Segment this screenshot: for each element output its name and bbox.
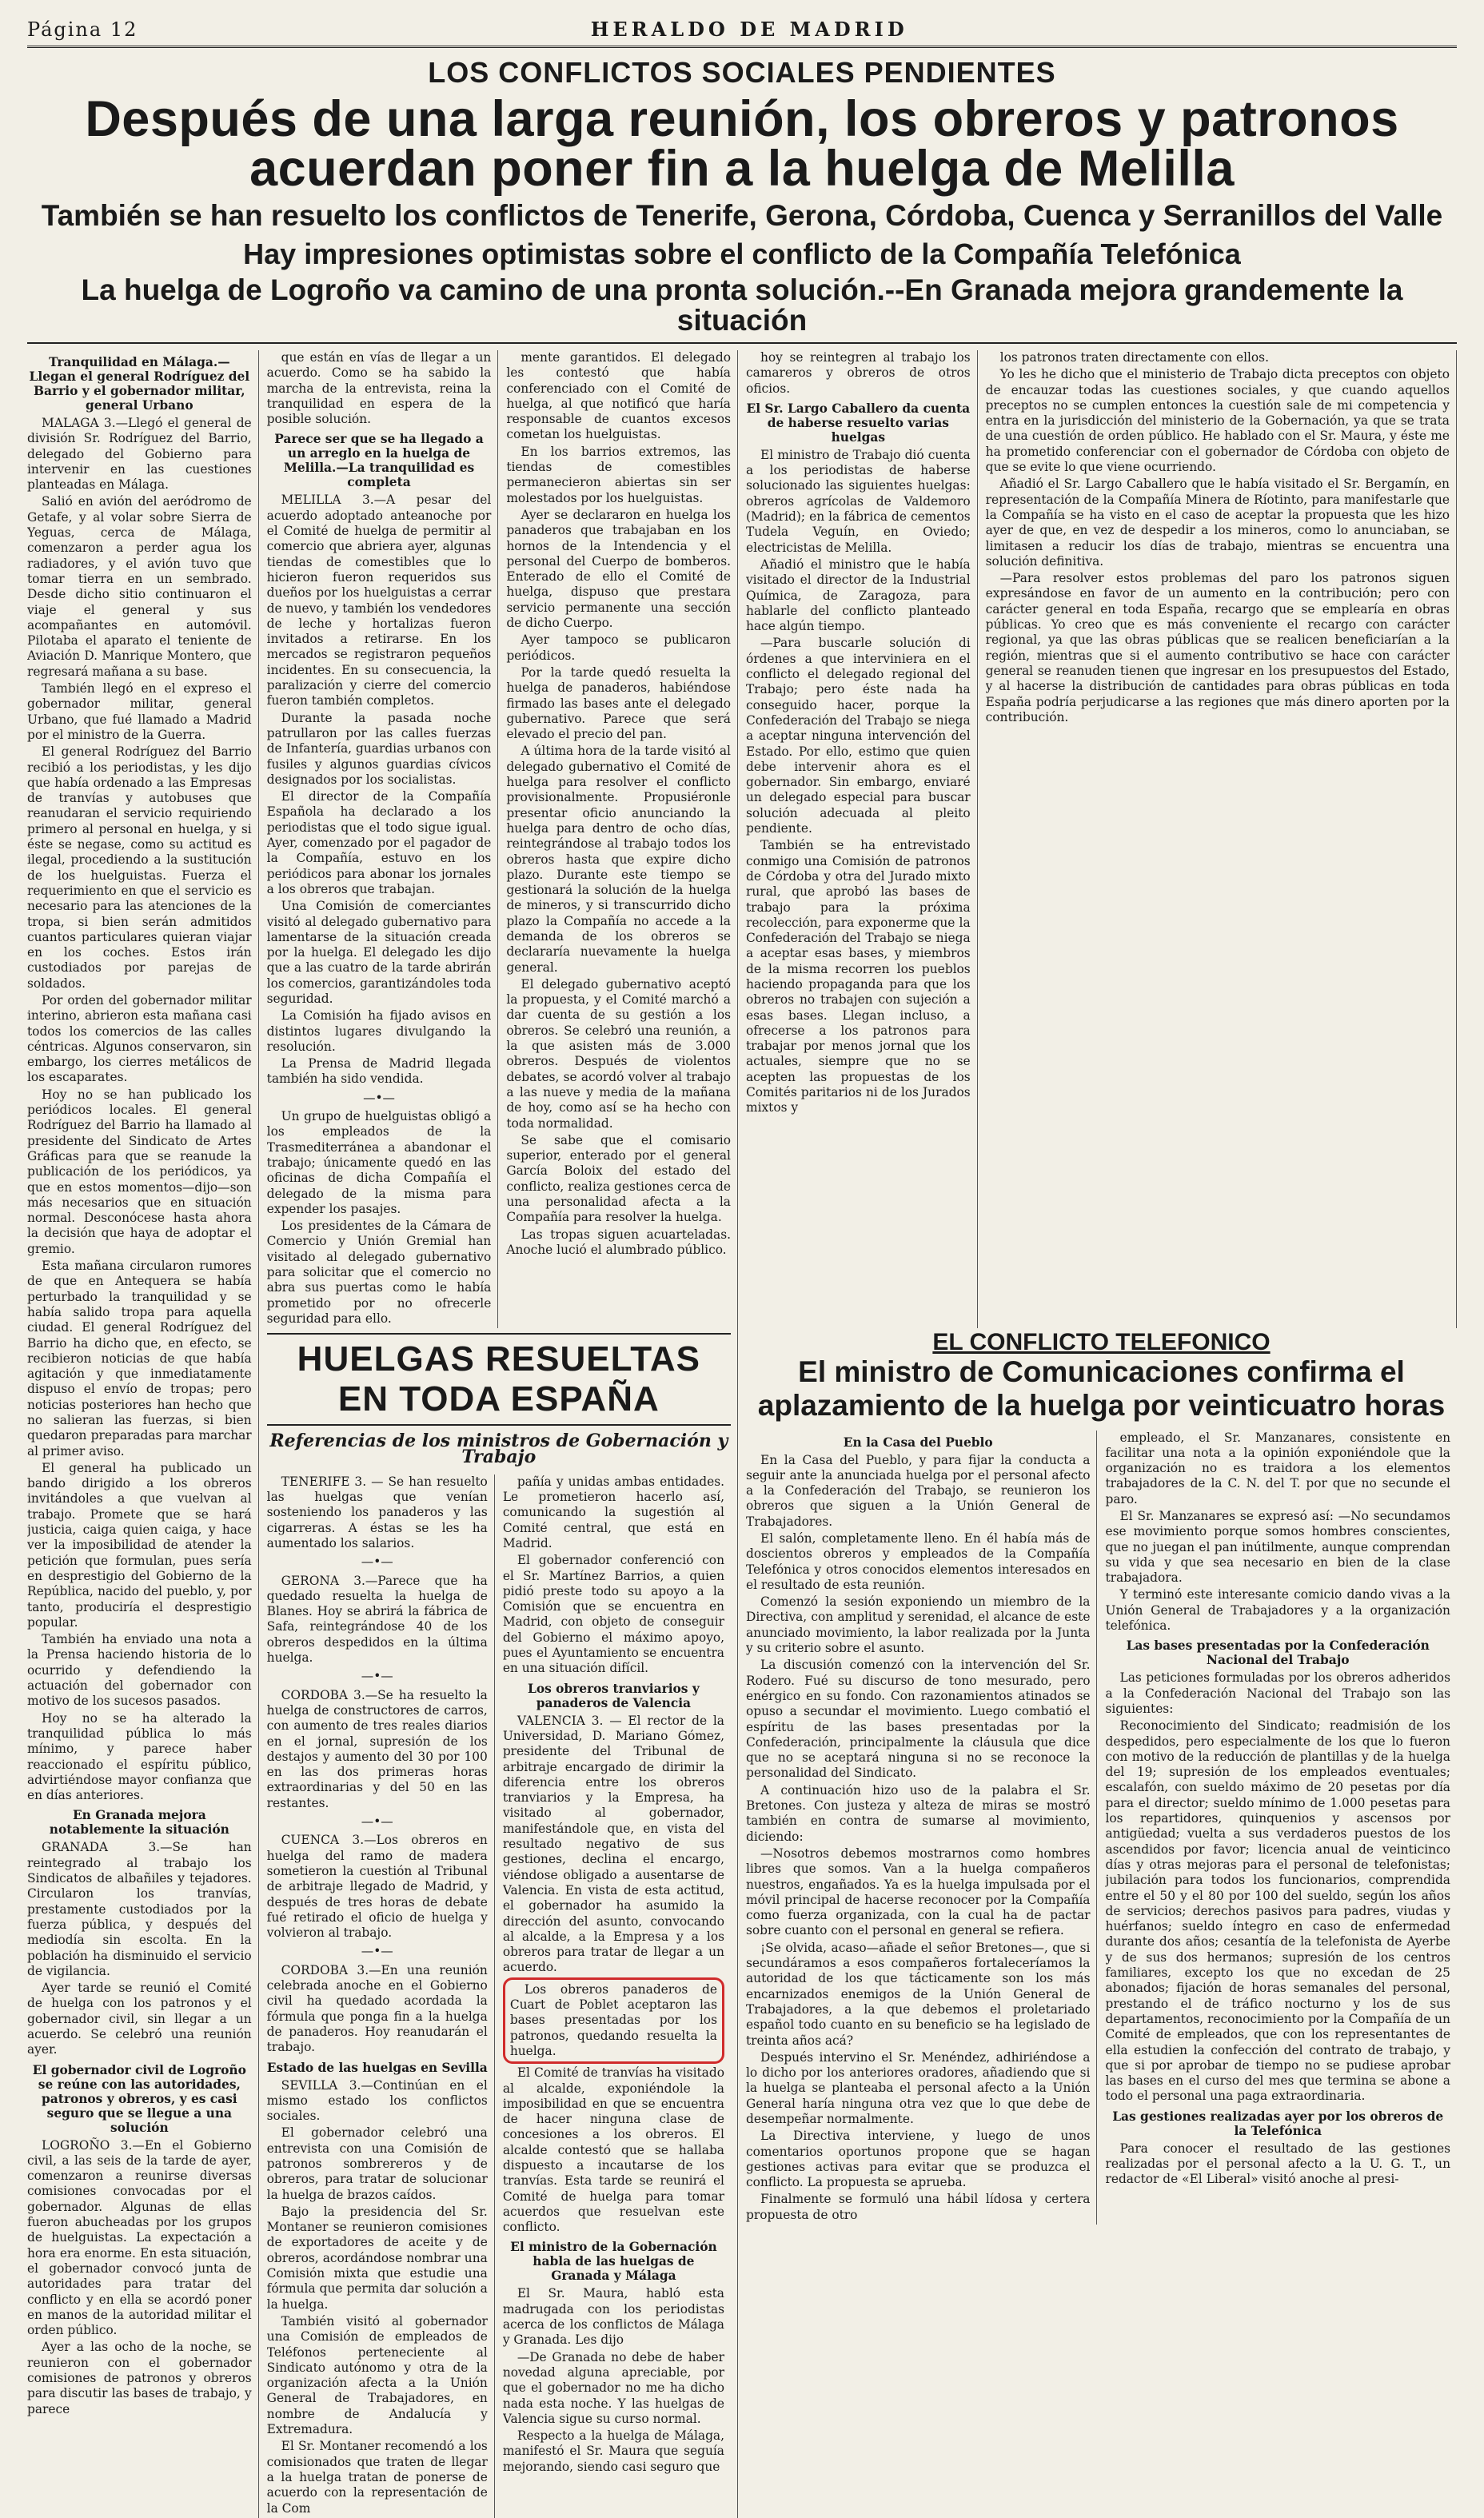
paragraph: A continuación hizo uso de la palabra el Sr. Bretones. Con justeza y alteza de miras se mostró también en contra de sumarse al movimiento, diciendo:	[745, 1782, 1091, 1844]
paragraph: Finalmente se formuló una hábil lídosa y certera propuesta de otro	[745, 2192, 1091, 2222]
paragraph: El Sr. Maura, habló esta madrugada con los periodistas acerca de los conflictos de Málaga y Granada. Les dijo	[502, 2286, 724, 2348]
paragraph: SEVILLA 3.—Continúan en el mismo estado los conflictos sociales.	[266, 2077, 488, 2124]
telefonico-header: EL CONFLICTO TELEFONICO	[932, 1329, 1271, 1356]
paragraph: Hoy no se han publicado los periódicos locales. El general Rodríguez del Barrio ha llamado al presidente del Sindicato de Artes Gráficas para que se reanude la publicación de los periódicos, ya que en estos momentos—dijo—son más necesarios que en situación normal. Desconócese hasta ahora la decisión que haya de adoptar el gremio.	[27, 1087, 252, 1256]
paragraph: —Para resolver estos problemas del paro los patronos siguen expresándose en favor de un aumento en la contribución; pero con carácter general en toda España, recargo que se emplearía en obras públicas. Yo creo que es más conveniente el recargo con carácter regional, ya que las obras públicas que se realicen beneficiarían a la región, mientras que si el aumento contributivo se hace con carácter general se reanuden tienen que ingresar en los presupuestos del Estado, y al hacerse la distribución de cantidades para obras públicas en toda España podría perjudicarse a las regiones que más dinero aporten por la contribución.	[985, 571, 1450, 724]
paragraph: Salió en avión del aeródromo de Getafe, y al volar sobre Sierra de Yeguas, cerca de Málaga, comenzaron a perder agua los radiadores, y el avión tuvo que tomar tierra en un sembrado. Desde dicho sitio continuaron el viaje el general y sus acompañantes en automóvil. Pilotaba el aparato el teniente de Aviación D. Manrique Montero, que regresará mañana a su base.	[27, 494, 252, 679]
subhead-largo-caballero: El Sr. Largo Caballero da cuenta de haberse resuelto varias huelgas	[746, 401, 971, 445]
paragraph: Y terminó este interesante comicio dando vivas a la Unión General de Trabajadores y a la organización telefónica.	[1105, 1587, 1450, 1634]
paragraph: Las peticiones formuladas por los obreros adheridos a la Confederación Nacional del Trabajo son las siguientes:	[1105, 1670, 1450, 1716]
paragraph: La Comisión ha fijado avisos en distintos lugares divulgando la resolución.	[266, 1008, 492, 1054]
newspaper-name: HERALDO DE MADRID	[590, 18, 908, 41]
paragraph: El Sr. Manzanares se expresó así: —No secundamos ese movimiento porque somos hombres conscientes, que no juegan el pan inútilmente, aunque comprendan su vida y que sea necesario en bien de la clase trabajadora.	[1105, 1509, 1450, 1586]
telefonico-column-b	[1105, 1431, 1457, 2225]
paragraph: El Comité de tranvías ha visitado al alcalde, exponiéndole la imposibilidad en que se encuentra de hacer ninguna clase de concesiones a los obreros. El alcalde contestó que se hallaba dispuesto a incautarse de los tranvías. Esta tarde se reunirá el Comité de huelga para tomar acuerdos que resuelvan este conflicto.	[502, 2065, 724, 2235]
section-title: LOS CONFLICTOS SOCIALES PENDIENTES	[428, 56, 1056, 89]
paragraph: El gobernador conferenció con el Sr. Martínez Barrios, a quien pidió preste todo su apoyo a la Comisión que se encuentra en Madrid, con objeto de conseguir del Gobierno el máximo apoyo, pues el Ayuntamiento se encuentra en una situación difícil.	[502, 1553, 724, 1676]
paragraph: mente garantidos. El delegado les contestó que había conferenciado con el Comité de huelga, al que notificó que haría responsable de cuantos excesos cometan los huelguistas.	[506, 350, 731, 442]
subhead-telefonica: Hay impresiones optimistas sobre el conflicto de la Compañía Telefónica	[243, 237, 1241, 270]
paragraph: ¡Se olvida, acaso—añade el señor Bretones—, que si secundáramos a esos compañeros fortaleceríamos la autoridad de los que tácticamente son los más encarnizados enemigos de la Unión General de Trabajadores, a la que debemos el proletariado español todo cuanto en su beneficio se ha legislado de treinta años acá?	[745, 1940, 1091, 2048]
paragraph: La Prensa de Madrid llegada también ha sido vendida.	[266, 1056, 492, 1087]
paragraph: Bajo la presidencia del Sr. Montaner se reunieron comisiones de exportadores de aceite y de obreros, acordándose nombrar una Comisión mixta que estudie una fórmula que permita dar solución a la huelga.	[266, 2204, 488, 2312]
dingbat-divider: —•—	[361, 1554, 393, 1570]
paragraph: El director de la Compañía Española ha declarado a los periodistas que el todo sigue igual. Ayer, comenzado por el pagador de la Compañía, estuvo en los periódicos para abonar los jornales a los obreros que trabajan.	[266, 789, 492, 896]
paragraph: —Nosotros debemos mostrarnos como hombres libres que somos. Van a la huelga compañeros nuestros, engañados. Ya es la huelga impulsada por el móvil principal de hacerse reconocer por la Compañía como fuerza organizada, con la cual ha de pactar sobre cuanto con el personal en general se refiera.	[745, 1846, 1091, 1938]
paragraph: Añadió el Sr. Largo Caballero que le había visitado el Sr. Bergamín, en representación de la Compañía Minera de Ríotinto, para manifestarle que la Compañía se ha visto en el caso de aceptar la propuesta que les hizo ayer de que, en vez de despedir a los mineros, como lo anunciaban, se limitasen a reducir los días de trabajo, mientras se encuentra una solución definitiva.	[985, 477, 1450, 569]
paragraph: El Sr. Montaner recomendó a los comisionados que traten de llegar a la huelga tratan de ponerse de acuerdo con la representación de la Com	[266, 2439, 488, 2516]
divider	[27, 342, 1457, 344]
paragraph: Ayer tarde se reunió el Comité de huelga con los patronos y el gobernador civil, sin llegar a un acuerdo. Se celebró una reunión ayer.	[27, 1981, 252, 2057]
paragraph: Los presidentes de la Cámara de Comercio y Unión Gremial han visitado al delegado gubernativo para solicitar que el comercio no abra sus puertas como le había prometido por no ofrecerle seguridad para ello.	[266, 1219, 492, 1326]
huelgas-column-a	[267, 1474, 495, 2518]
column-1	[27, 350, 259, 2518]
dingbat-divider: —•—	[361, 1669, 393, 1684]
paragraph: El ministro de Trabajo dió cuenta a los periodistas de haberse solucionado las siguientes huelgas: obreros agrícolas de Valdemoro (Madrid); en la fábrica de cementos Tudela Veguín, en Oviedo; electricistas de Melilla.	[745, 447, 971, 555]
paragraph: LOGROÑO 3.—En el Gobierno civil, a las seis de la tarde de ayer, comenzaron a reunirse diversas comisiones convocadas por el gobernador. Algunas de ellas fueron abucheadas por los grupos de huelguistas. La expectación a hora era enorme. En esta situación, el gobernador convocó junta de autoridades para tratar del conflicto y en ella se acordó poner en manos de la autoridad militar el orden público.	[27, 2137, 252, 2338]
subhead-granada: En Granada mejora notablemente la situación	[49, 1808, 229, 1838]
dingbat-divider: —•—	[363, 1090, 395, 1105]
paragraph: Ayer se declararon en huelga los panaderos que trabajaban en los hornos de la Intendencia y el personal del Cuerpo de bomberos. Enterado de ello el Comité de huelga, dispuso que prestara servicio permanente una sección de dicho Cuerpo.	[506, 507, 731, 631]
paragraph: Durante la pasada noche patrullaron por las calles fuerzas de Infantería, guardias urbanos con fusiles y algunos guardias cívicos designados por los socialistas.	[266, 710, 492, 787]
subhead-maura: El ministro de la Gobernación habla de las huelgas de Granada y Málaga	[510, 2240, 717, 2284]
paragraph: También se ha entrevistado conmigo una Comisión de patronos de Córdoba y otra del Jurado mixto rural, que aprobó las bases de trabajo para la próxima recolección, para exponerme que la Confederación del Trabajo se niega a aceptar esas bases, y miembros de la misma recorren los pueblos haciendo propaganda para que los obreros no trabajen con sujeción a esas bases. Llegan incluso, a ofrecerse a los patronos para trabajar por menos jornal que los actuales, siempre que no se acepten las propuestas de los Comités paritarios ni de los Jurados mixtos y	[745, 838, 971, 1115]
paragraph: hoy se reintegren al trabajo los camareros y obreros de otros oficios.	[745, 350, 971, 396]
paragraph: Esta mañana circularon rumores de que en Antequera se había perturbado la tranquilidad y se había salido tropa para aquella ciudad. El general Rodríguez del Barrio ha dicho que, en efecto, se recibieron noticias de que había agitación y que inmediatamente dispuso el envío de tropas; pero noticias posteriores han hecho que no salieran las fuerzas, si bien quedaron preparadas para marchar al primer aviso.	[27, 1259, 252, 1459]
subhead-melilla: Parece ser que se ha llegado a un arreglo en la huelga de Melilla.—La tranquilidad es completa	[274, 432, 484, 490]
paragraph: VALENCIA 3. — El rector de la Universidad, D. Mariano Gómez, presidente del Tribunal de arbitraje encargado de dirimir la diferencia entre los obreros tranviarios y la Empresa, ha visitado al gobernador, manifestándole que, en vista del resultado negativo de sus gestiones, declina el encargo, viéndose obligado a ausentarse de Valencia. En vista de esta actitud, el gobernador ha asumido la dirección del asunto, convocando al alcalde, a la Empresa y a los obreros para tratar de llegar a un acuerdo.	[502, 1713, 724, 1975]
paragraph: Yo les he dicho que el ministerio de Trabajo dicta preceptos con objeto de encauzar todas las cuestiones sociales, y que cuando aquellos preceptos no se cumplen entonces la cuestión sale de mi competencia y entra en la jurisdicción del ministerio de la Gobernación, ya que se trata de una cuestión de orden público. He hablado con el Sr. Maura, y éste me ha prometido conferenciar con el gobernador de Córdoba con objeto de que se evite lo que viene ocurriendo.	[985, 367, 1450, 475]
paragraph: El general ha publicado un bando dirigido a los obreros invitándoles a que vuelvan al trabajo. Promete que se hará justicia, caiga quien caiga, y hace ver la imposibilidad de atender la petición que formulan, pues sería en desprestigio del Gobierno de la República, nacido del pueblo, y, por tanto, produciría el desprestigio popular.	[27, 1460, 252, 1630]
paragraph: En los barrios extremos, las tiendas de comestibles permanecieron abiertas sin ser molestados por los huelguistas.	[506, 444, 731, 505]
paragraph: A última hora de la tarde visitó al delegado gubernativo el Comité de huelga para resolver el conflicto provisionalmente. Propusiéronle presentar oficio anunciando la huelga para dentro de ocho días, reintegrándose al trabajo todos los obreros hasta que expire dicho plazo. Durante este tiempo se gestionará la solución de la huelga de mineros, y si transcurrido dicho plazo la Compañía no accede a la demanda de los obreros se declararía nuevamente la huelga general.	[506, 744, 731, 975]
paragraph: Ayer tampoco se publicaron periódicos.	[506, 632, 731, 663]
paragraph: MELILLA 3.—A pesar del acuerdo adoptado anteanoche por el Comité de huelga de permitir al comercio que abriera ayer, algunas tiendas de comestibles que lo hicieron fueron requeridos sus dueños por los huelguistas a cerrar de nuevo, y también los vendedores de leche y hortalizas fueron invitados a retirarse. En los mercados se registraron pequeños incidentes. En su consecuencia, la paralización y cierre del comercio fueron también completos.	[266, 493, 492, 708]
subhead-bases: Las bases presentadas por la Confederación Nacional del Trabajo	[1126, 1638, 1430, 1668]
paragraph: Después intervino el Sr. Menéndez, adhiriéndose a lo dicho por los anteriores oradores, añadiendo que si la huelga se planteaba el personal afecto a la Unión General haría ninguna otra vez que lo que debe de desempeñar normalmente.	[745, 2049, 1091, 2126]
paragraph: Para conocer el resultado de las gestiones realizadas por el personal afecto a la U. G. T., un redactor de «El Liberal» visitó anoche al presi-	[1105, 2141, 1450, 2187]
dingbat-divider: —•—	[361, 1814, 393, 1830]
subhead-casa-del-pueblo: En la Casa del Pueblo	[843, 1435, 993, 1450]
paragraph: La discusión comenzó con la intervención del Sr. Rodero. Fué su discurso de tono mesurado, pero enérgico en su fondo. Con razonamientos atinados se opuso a secundar el movimiento. Luego combatió el espíritu de las bases presentadas por la Confederación, principalmente la cláusula que dice que no se aceptará ninguna si no se reconoce la personalidad del Sindicato.	[745, 1658, 1091, 1781]
paragraph: Por la tarde quedó resuelta la huelga de panaderos, habiéndose firmado las bases ante el delegado gubernativo. Parece que será elevado el precio del pan.	[506, 664, 731, 742]
subhead-logrono: El gobernador civil de Logroño se reúne con las autoridades, patronos y obreros, y es casi seguro que se llegue a una solución	[32, 2062, 246, 2135]
paragraph: —Para buscarle solución di órdenes a que interviniera en el conflicto el delegado regional del Trabajo; pero éste nada ha conseguido hacer, porque la Confederación del Trabajo se niega a aceptar ninguna intervención del Estado. Por ello, estimo que quien debe intervenir ahora es el gobernador. Sin embargo, enviaré un delegado especial para buscar solución adecuada al pleito pendiente.	[745, 636, 971, 836]
paragraph: Hoy no se ha alterado la tranquilidad pública lo más mínimo, y parece haber reaccionado el espíritu público, advirtiéndose mayor confianza que en días anteriores.	[27, 1710, 252, 1803]
paragraph: También llegó en el expreso el gobernador militar, general Urbano, que fué llamado a Madrid por el ministro de la Guerra.	[27, 681, 252, 742]
paragraph: GERONA 3.—Parece que ha quedado resuelta la huelga de Blanes. Hoy se abrirá la fábrica de Safa, reintegrándose 40 de los obreros despedidos en la última huelga.	[266, 1573, 488, 1666]
paragraph: Ayer a las ocho de la noche, se reunieron con el gobernador comisiones de patronos y obreros para discutir las bases de trabajo, y parece	[27, 2340, 252, 2416]
paragraph: CORDOBA 3.—En una reunión celebrada anoche en el Gobierno civil ha quedado acordada la fórmula que ponga fin a la huelga de panaderos. Hoy reanudarán el trabajo.	[266, 1962, 488, 2055]
subhead-malaga: Tranquilidad en Málaga.—Llegan el general Rodríguez del Barrio y el gobernador militar, general Urbano	[29, 355, 250, 413]
paragraph: Reconocimiento del Sindicato; readmisión de los despedidos, pero especialmente de los que lo fueron con motivo de la reducción de plantillas y de la huelga del 19; supresión de los empleados eventuales; escalafón, con sueldo máximo de 20 pesetas por día para el director; sueldo mínimo de 1.000 pesetas para los repartidores, quinquenios y ascensos por antigüedad; vuelta a sus verdaderos puestos de los ascendidos por favor; licencia anual de veinticinco días y otras mejoras para el personal de telefonistas; jubilación para todos los funcionarios, comprendida entre el 50 y el 80 por 100 del sueldo, según los años de servicios; derechos pasivos para padres, viudas y huérfanos; sueldo íntegro en caso de enfermedad durante dos años; cesantía de la telefonista de Ayerbe y de sus dos hermanos; supresión de los centros familiares, excepto los que no excedan de 25 abonados; fijación de horas semanales del personal, prestando el de tráfico nocturno y los de sus departamentos, reconocimiento por la Compañía de un Comité de empleados, que con los representantes de ella estudien la confección del contrato de trabajo, y que si por aprobar de tiempo no se pudiese aprobar las bases en el curso del mes que termina se abone a todo el personal una paga extraordinaria.	[1105, 1718, 1450, 2104]
huelgas-column-b	[503, 1474, 731, 2518]
paragraph: CUENCA 3.—Los obreros en huelga del ramo de madera sometieron la cuestión al Tribunal de arbitraje llegado de Madrid, y después de tres horas de debate fué retirado el oficio de huelga y volvieron al trabajo.	[266, 1833, 488, 1941]
paragraph: También visitó al gobernador una Comisión de empleados de Teléfonos perteneciente al Sindicato autónomo y otra de la organización afecta a la Unión General de Trabajadores, en nombre de Andalucía y Extremadura.	[266, 2313, 488, 2437]
paragraph: Comenzó la sesión exponiendo un miembro de la Directiva, con amplitud y serenidad, el alcance de este anunciado movimiento, la labor realizada por la Junta y su criterio sobre el asunto.	[745, 1594, 1091, 1656]
paragraph: Un grupo de huelguistas obligó a los empleados de la Trasmediterránea a abandonar el trabajo; únicamente quedó en las oficinas de dicha Compañía el delegado de la misma para expender los pasajes.	[266, 1109, 492, 1216]
paragraph: Respecto a la huelga de Málaga, manifestó el Sr. Maura que seguía mejorando, siendo casi seguro que	[502, 2428, 724, 2474]
huelgas-title: HUELGAS RESUELTAS EN TODA ESPAÑA	[267, 1333, 731, 1426]
conflicto-telefonico-block	[746, 1328, 1457, 2518]
subhead-sevilla: Estado de las huelgas en Sevilla	[266, 2060, 488, 2075]
paragraph: El general Rodríguez del Barrio recibió a los periodistas, y les dijo que había ordenado a las Empresas de tranvías y autobuses que reanudaran el servicio requiriendo primero al personal en huelga, y si éste se negase, como su actitud es ilegal, procediendo a la sustitución de los huelguistas. Fuerza el requerimiento en que el servicio es necesario para las atenciones de la tropa, si bien serán admitidos cuantos particulares quieran viajar en los coches. Estos irán custodiados por parejas de soldados.	[27, 744, 252, 991]
paragraph: pañía y unidas ambas entidades. Le prometieron hacerlo así, comunicando la sugestión al Comité central, que está en Madrid.	[502, 1474, 724, 1550]
huelgas-resueltas-block	[267, 1328, 738, 2518]
column-2	[267, 350, 499, 1328]
paragraph: los patronos traten directamente con ellos.	[999, 350, 1269, 365]
paragraph: En la Casa del Pueblo, y para fijar la conducta a seguir ante la anunciada huelga por el personal afecto a la Confederación del Trabajo, se reunieron los obreros que siguen a la Unión General de Trabajadores.	[745, 1452, 1091, 1529]
paragraph: TENERIFE 3. — Se han resuelto las huelgas que venían sosteniendo los panaderos y las cigarreras. A éstas se les ha aumentado los salarios.	[266, 1474, 488, 1550]
telefonico-columns	[746, 1431, 1457, 2225]
column-3	[506, 350, 738, 1328]
paragraph: que están en vías de llegar a un acuerdo. Como se ha sabido la marcha de la entrevista, reina la tranquilidad en espera de la posible solución.	[266, 350, 492, 427]
subhead-valencia: Los obreros tranviarios y panaderos de Valencia	[528, 1681, 700, 1710]
paragraph: También ha enviado una nota a la Prensa haciendo historia de lo ocurrido y defendiendo la actuación del gobernador con motivo de los sucesos pasados.	[27, 1632, 252, 1709]
paragraph: MALAGA 3.—Llegó el general de división Sr. Rodríguez del Barrio, delegado del Gobierno para intervenir en las cuestiones planteadas en Málaga.	[27, 416, 252, 493]
paragraph: Una Comisión de comerciantes visitó al delegado gubernativo para lamentarse de la situación creada por la huelga. El delegado les dijo que a las cuatro de la tarde abrirán los comercios, garantizándoles toda seguridad.	[266, 899, 492, 1006]
paragraph: GRANADA 3.—Se han reintegrado al trabajo los Sindicatos de albañiles y tejadores. Circularon los tranvías, prestamente custodiados por la fuerza pública, y después del mediodía sin escolta. En la población ha disminuido el servicio de vigilancia.	[27, 1840, 252, 1978]
paragraph: La Directiva interviene, y luego de unos comentarios oportunos propone que se hagan gestiones activas para evitar que se produzca el conflicto. La propuesta se aprueba.	[745, 2129, 1091, 2190]
highlighted-paragraph: Los obreros panaderos de Cuart de Poblet aceptaron las bases presentadas por los patronos, quedando resuelta la huelga.	[503, 1977, 724, 2064]
dingbat-divider: —•—	[361, 1944, 393, 1959]
paragraph: Se sabe que el comisario superior, enterado por el general García Boloix del estado del conflicto, realiza gestiones cerca de una personalidad afecta a la Compañía para resolver la huelga.	[506, 1132, 731, 1225]
subhead-gestiones: Las gestiones realizadas ayer por los obreros de la Telefónica	[1112, 2109, 1444, 2138]
page-number: Página 12	[27, 18, 138, 41]
paragraph: empleado, el Sr. Manzanares, consistente en facilitar una nota a la opinión exponiéndole que la organización no es traidora a los elementos trabajadores de la C. N. del T. por que no secunde el paro.	[1105, 1430, 1450, 1506]
paragraph: Las tropas siguen acuarteladas. Anoche lució el alumbrado público.	[506, 1227, 731, 1257]
paragraph: El salón, completamente lleno. En él había más de doscientos obreros y empleados de la Compañía Telefónica y otros conocidos elementos interesados en el resultado de esta reunión.	[745, 1531, 1091, 1592]
huelgas-columns	[267, 1474, 731, 2518]
paragraph: —De Granada no debe de haber novedad alguna apreciable, por que el gobernador no me ha dicho nada esta noche. Y las huelgas de Valencia sigue su curso normal.	[502, 2349, 724, 2426]
paragraph: CORDOBA 3.—Se ha resuelto la huelga de constructores de carros, con aumento de tres reales diarios en el jornal, supresión de los destajos y aumento del 30 por 100 en las dos primeras horas extraordinarias y del 50 en las restantes.	[266, 1687, 488, 1810]
main-headline: Después de una larga reunión, los obreros y patronos acuerdan poner fin a la huelga de Melilla	[85, 91, 1399, 197]
paragraph: Añadió el ministro que le había visitado el director de la Industrial Química, de Zaragoza, para hablarle del conflicto planteado hace algún tiempo.	[745, 557, 971, 634]
paragraph: Por orden del gobernador militar interino, abrieron esta mañana casi todos los comercios de las calles céntricas. Algunos conservaron, sin embargo, los cierres metálicos de los escaparates.	[27, 992, 252, 1085]
running-header	[27, 18, 1457, 48]
subhead-logrono: La huelga de Logroño va camino de una pronta solución.--En Granada mejora grandemente la situación	[81, 273, 1403, 337]
paragraph: El delegado gubernativo aceptó la propuesta, y el Comité marchó a dar cuenta de su gestión a los obreros. Se celebró una reunión, a la que asisten más de 3.000 obreros. Después de violentos debates, se acordó volver al trabajo a las nueve y media de la mañana de hoy, como así se ha hecho con toda normalidad.	[506, 976, 731, 1131]
column-4	[746, 350, 978, 1328]
column-5	[986, 350, 1457, 1328]
subhead-conflicts: También se han resuelto los conflictos de Tenerife, Gerona, Córdoba, Cuenca y Serranillos del Valle	[41, 199, 1443, 232]
telefonico-column-a	[746, 1431, 1098, 2225]
paragraph: El gobernador celebró una entrevista con una Comisión de patronos sombrereros y de obreros, para tratar de solucionar la huelga de brazos caídos.	[266, 2125, 488, 2202]
huelgas-subtitle: Referencias de los ministros de Gobernación y Trabajo	[269, 1431, 728, 1467]
article-columns	[27, 350, 1457, 2518]
telefonico-title: El ministro de Comunicaciones confirma el aplazamiento de la huelga por veinticuatro horas	[757, 1355, 1446, 1422]
